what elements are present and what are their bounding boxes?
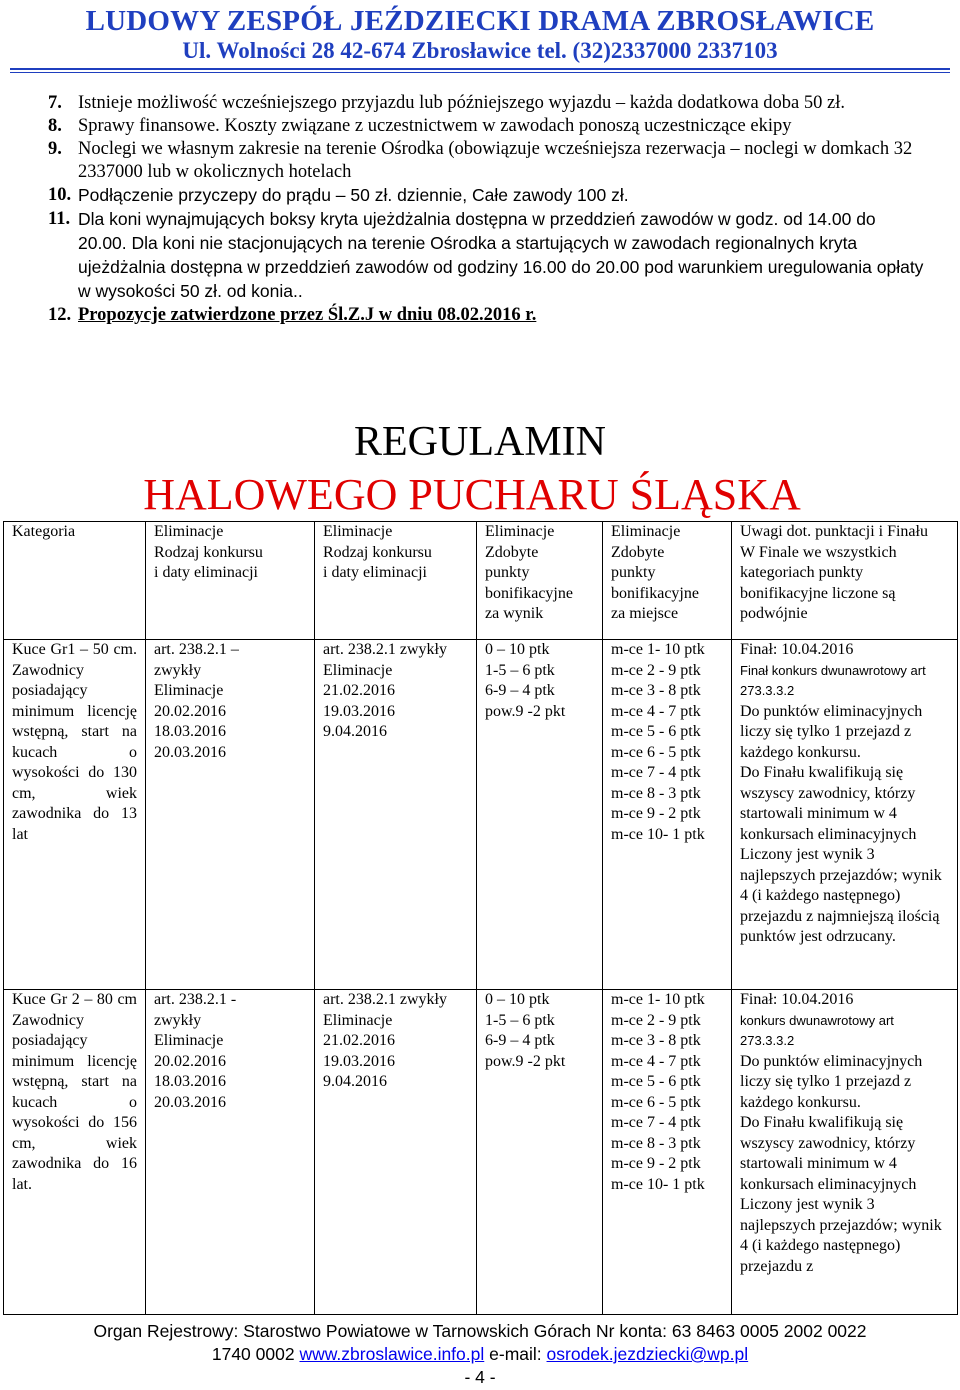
cell-punkty-wynik: 0 – 10 ptk 1-5 – 6 ptk 6-9 – 4 ptk pow.9 -2 pkt — [477, 640, 603, 990]
list-item-11: 11. Dla koni wynajmujących boksy kryta ujeżdżalnia dostępna w przeddzień zawodów w godz. od 14.00 do 20.00. Dla koni nie stacjonujących na terenie Ośrodka a startujących w zawodach regionalnych kryta ujeżdżalnia dostępna w przeddzień zawodów od godziny 16.00 do 20.00 pod warunkiem uregulowania opłaty w wysokości 50 zł. od konia.. — [48, 209, 924, 301]
cell-eliminacje-1: art. 238.2.1 - zwykły Eliminacje 20.02.2016 18.03.2016 20.03.2016 — [146, 990, 315, 1315]
header-punkty-miejsce: Eliminacje Zdobyte punkty bonifikacyjne za miejsce — [603, 522, 732, 640]
page-number: - 4 - — [464, 1367, 496, 1387]
rules-list — [0, 92, 960, 327]
header-divider-thin — [10, 72, 950, 73]
website-link[interactable]: www.zbroslawice.info.pl — [299, 1344, 485, 1364]
email-link[interactable]: osrodek.jezdziecki@wp.pl — [546, 1344, 749, 1364]
cell-kategoria: Kuce Gr1 – 50 cm. Zawodnicy posiadający minimum licencję wstępną, start na kucach o wysokości do 130 cm, wiek zawodnika do 13 lat — [4, 640, 146, 990]
header-eliminacje-1: Eliminacje Rodzaj konkursu i daty eliminacji — [146, 522, 315, 640]
list-item-10: 10. Podłączenie przyczepy do prądu – 50 zł. dziennie, Całe zawody 100 zł. — [48, 185, 629, 205]
cell-eliminacje-1: art. 238.2.1 – zwykły Eliminacje 20.02.2016 18.03.2016 20.03.2016 — [146, 640, 315, 990]
list-item-9: 9. Noclegi we własnym zakresie na terenie Ośrodka (obowiązuje wcześniejsza rezerwacja – noclegi w domkach 32 2337000 lub w okolicznych hotelach — [48, 139, 913, 182]
header-organization-name: LUDOWY ZESPÓŁ JEŹDZIECKI DRAMA ZBROSŁAWICE — [85, 5, 875, 37]
table-row — [4, 640, 958, 990]
list-item-7: 7. Istnieje możliwość wcześniejszego przyjazdu lub późniejszego wyjazdu – każda dodatkowa doba 50 zł. — [48, 93, 845, 113]
list-item-12: 12. Propozycje zatwierdzone przez Śl.Z.J w dniu 08.02.2016 r. — [48, 305, 537, 325]
cell-kategoria: Kuce Gr 2 – 80 cm Zawodnicy posiadający minimum licencję wstępną, start na kucach o wysokości do 156 cm, wiek zawodnika do 16 lat. — [4, 990, 146, 1315]
cell-punkty-miejsce: m-ce 1- 10 ptk m-ce 2 - 9 ptk m-ce 3 - 8 ptk m-ce 4 - 7 ptk m-ce 5 - 6 ptk m-ce 6 - 5 ptk m-ce 7 - 4 ptk m-ce 8 - 3 ptk m-ce 9 - 2 ptk m-ce 10- 1 ptk — [603, 990, 732, 1315]
list-item-8: 8. Sprawy finansowe. Koszty związane z uczestnictwem w zawodach ponoszą uczestniczące ekipy — [48, 116, 792, 136]
cell-eliminacje-2: art. 238.2.1 zwykły Eliminacje 21.02.2016 19.03.2016 9.04.2016 — [315, 640, 477, 990]
header-uwagi: Uwagi dot. punktacji i Finału W Finale we wszystkich kategoriach punkty bonifikacyjne liczone są podwójnie — [732, 522, 958, 640]
cell-uwagi: Finał: 10.04.2016 Finał konkurs dwunawrotowy art 273.3.3.2 Do punktów eliminacyjnych liczy się tylko 1 przejazd z każdego konkursu. Do Finału kwalifikują się wszyscy zawodnicy, którzy startowali minimum w 4 konkursach eliminacyjnych Liczony jest wynik 3 najlepszych przejazdów; wynik 4 (i każdego następnego) przejazdu z najmniejszą ilością punktów jest odrzucany. — [732, 640, 958, 990]
cell-punkty-wynik: 0 – 10 ptk 1-5 – 6 ptk 6-9 – 4 ptk pow.9 -2 pkt — [477, 990, 603, 1315]
header-kategoria: Kategoria — [4, 522, 146, 640]
document-subtitle: HALOWEGO PUCHARU ŚLĄSKA — [143, 470, 801, 519]
table-header-row — [4, 522, 958, 640]
footer-registry: Organ Rejestrowy: Starostwo Powiatowe w Tarnowskich Górach Nr konta: 63 8463 0005 2002 0022 — [93, 1321, 867, 1341]
cell-punkty-miejsce: m-ce 1- 10 ptk m-ce 2 - 9 ptk m-ce 3 - 8 ptk m-ce 4 - 7 ptk m-ce 5 - 6 ptk m-ce 6 - 5 ptk m-ce 7 - 4 ptk m-ce 8 - 3 ptk m-ce 9 - 2 ptk m-ce 10- 1 ptk — [603, 640, 732, 990]
cell-eliminacje-2: art. 238.2.1 zwykły Eliminacje 21.02.2016 19.03.2016 9.04.2016 — [315, 990, 477, 1315]
regulations-table — [3, 521, 958, 1315]
header-punkty-wynik: Eliminacje Zdobyte punkty bonifikacyjne za wynik — [477, 522, 603, 640]
header-address: Ul. Wolności 28 42-674 Zbrosławice tel. (32)2337000 2337103 — [182, 38, 778, 63]
page-footer — [0, 1320, 960, 1389]
footer-contact: 1740 0002 www.zbroslawice.info.pl e-mail: osrodek.jezdziecki@wp.pl — [211, 1344, 749, 1364]
cell-uwagi: Finał: 10.04.2016 konkurs dwunawrotowy art 273.3.3.2 Do punktów eliminacyjnych liczy się tylko 1 przejazd z każdego konkursu. Do Finału kwalifikują się wszyscy zawodnicy, którzy startowali minimum w 4 konkursach eliminacyjnych Liczony jest wynik 3 najlepszych przejazdów; wynik 4 (i każdego następnego) przejazdu z — [732, 990, 958, 1315]
document-title: REGULAMIN — [354, 419, 606, 465]
table-row — [4, 990, 958, 1315]
header-divider — [10, 68, 950, 70]
header-eliminacje-2: Eliminacje Rodzaj konkursu i daty eliminacji — [315, 522, 477, 640]
